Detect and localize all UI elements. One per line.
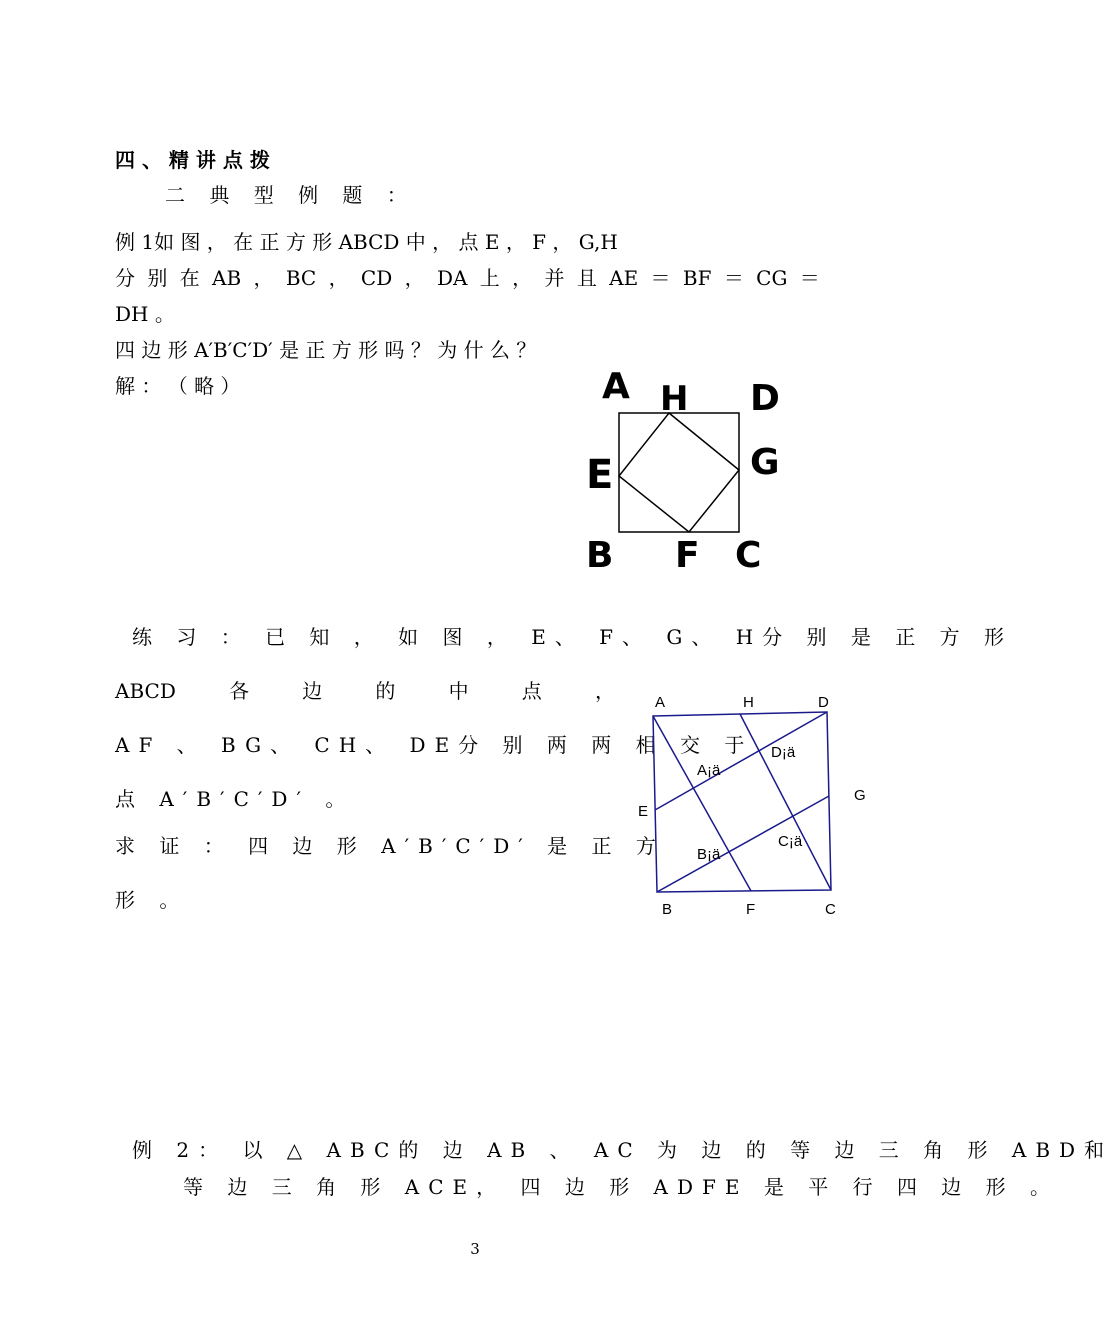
exercise-line2: ABCD 各 边 的 中 点 ， xyxy=(115,679,615,703)
figure2-label-G: G xyxy=(854,787,866,804)
figure2-label-C-prime: C¡ä xyxy=(778,833,803,850)
example1-line1: 例 1如 图 ， 在 正 方 形 ABCD 中 ， 点 E ， F ， G,H xyxy=(115,230,618,254)
figure1-label-A: A xyxy=(602,366,630,407)
figure1-label-F: F xyxy=(675,535,700,576)
subsection-title: 二 典 型 例 题 ： xyxy=(165,183,416,207)
page-number: 3 xyxy=(470,1240,480,1258)
figure2-label-C: C xyxy=(825,901,836,918)
example1-solution: 解 ： （ 略 ） xyxy=(115,374,241,398)
figure2-label-D: D xyxy=(818,694,829,711)
figure2-label-D-prime: D¡ä xyxy=(771,744,796,761)
example2-line2: 等 边 三 角 形 ACE， 四 边 形 ADFE 是 平 行 四 边 形 。 xyxy=(183,1175,1060,1199)
example2-line1: 例 2： 以 △ ABC的 边 AB 、 AC 为 边 的 等 边 三 角 形 ABD和 xyxy=(132,1138,1113,1162)
figure1-label-C: C xyxy=(735,535,762,576)
figure1-label-E: E xyxy=(586,452,614,498)
figure1-label-D: D xyxy=(750,378,780,419)
figure2-label-A: A xyxy=(655,694,666,711)
exercise-line3: AF 、 BG、 CH、 DE分 别 两 两 相 交 于 xyxy=(115,733,754,757)
exercise-line1: 练 习 ： 已 知 ， 如 图 ， E、 F、 G、 H分 别 是 正 方 形 xyxy=(132,625,1013,649)
exercise-line6: 形 。 xyxy=(115,888,189,912)
figure1-label-B: B xyxy=(586,535,614,576)
figure2-label-H: H xyxy=(743,694,754,711)
figure2-label-E: E xyxy=(638,803,649,820)
figure2-label-F: F xyxy=(746,901,756,918)
figure1-label-G: G xyxy=(750,442,780,483)
figure1-label-H: H xyxy=(660,379,689,419)
figure2-lines xyxy=(653,712,831,892)
figure2-line-DE xyxy=(655,712,827,810)
figure2-label-B-prime: B¡ä xyxy=(697,846,721,863)
figure2-outer-square xyxy=(653,712,831,892)
figure2-label-B: B xyxy=(662,901,673,918)
example1-line3: DH 。 xyxy=(115,302,175,326)
exercise-line4: 点 A′B′C′D′ 。 xyxy=(115,787,355,811)
figure2-label-A-prime: A¡ä xyxy=(697,762,721,779)
exercise-line5: 求 证 ： 四 边 形 A′B′C′D′ 是 正 方 xyxy=(115,834,665,858)
example1-line2: 分 别 在 AB ， BC ， CD ， DA 上 ， 并 且 AE ＝ BF ＝ CG ＝ xyxy=(115,266,820,290)
section-title: 四 、 精 讲 点 拨 xyxy=(115,148,270,172)
example1-line4: 四 边 形 A′B′C′D′ 是 正 方 形 吗 ？ 为 什 么 ？ xyxy=(115,338,537,362)
